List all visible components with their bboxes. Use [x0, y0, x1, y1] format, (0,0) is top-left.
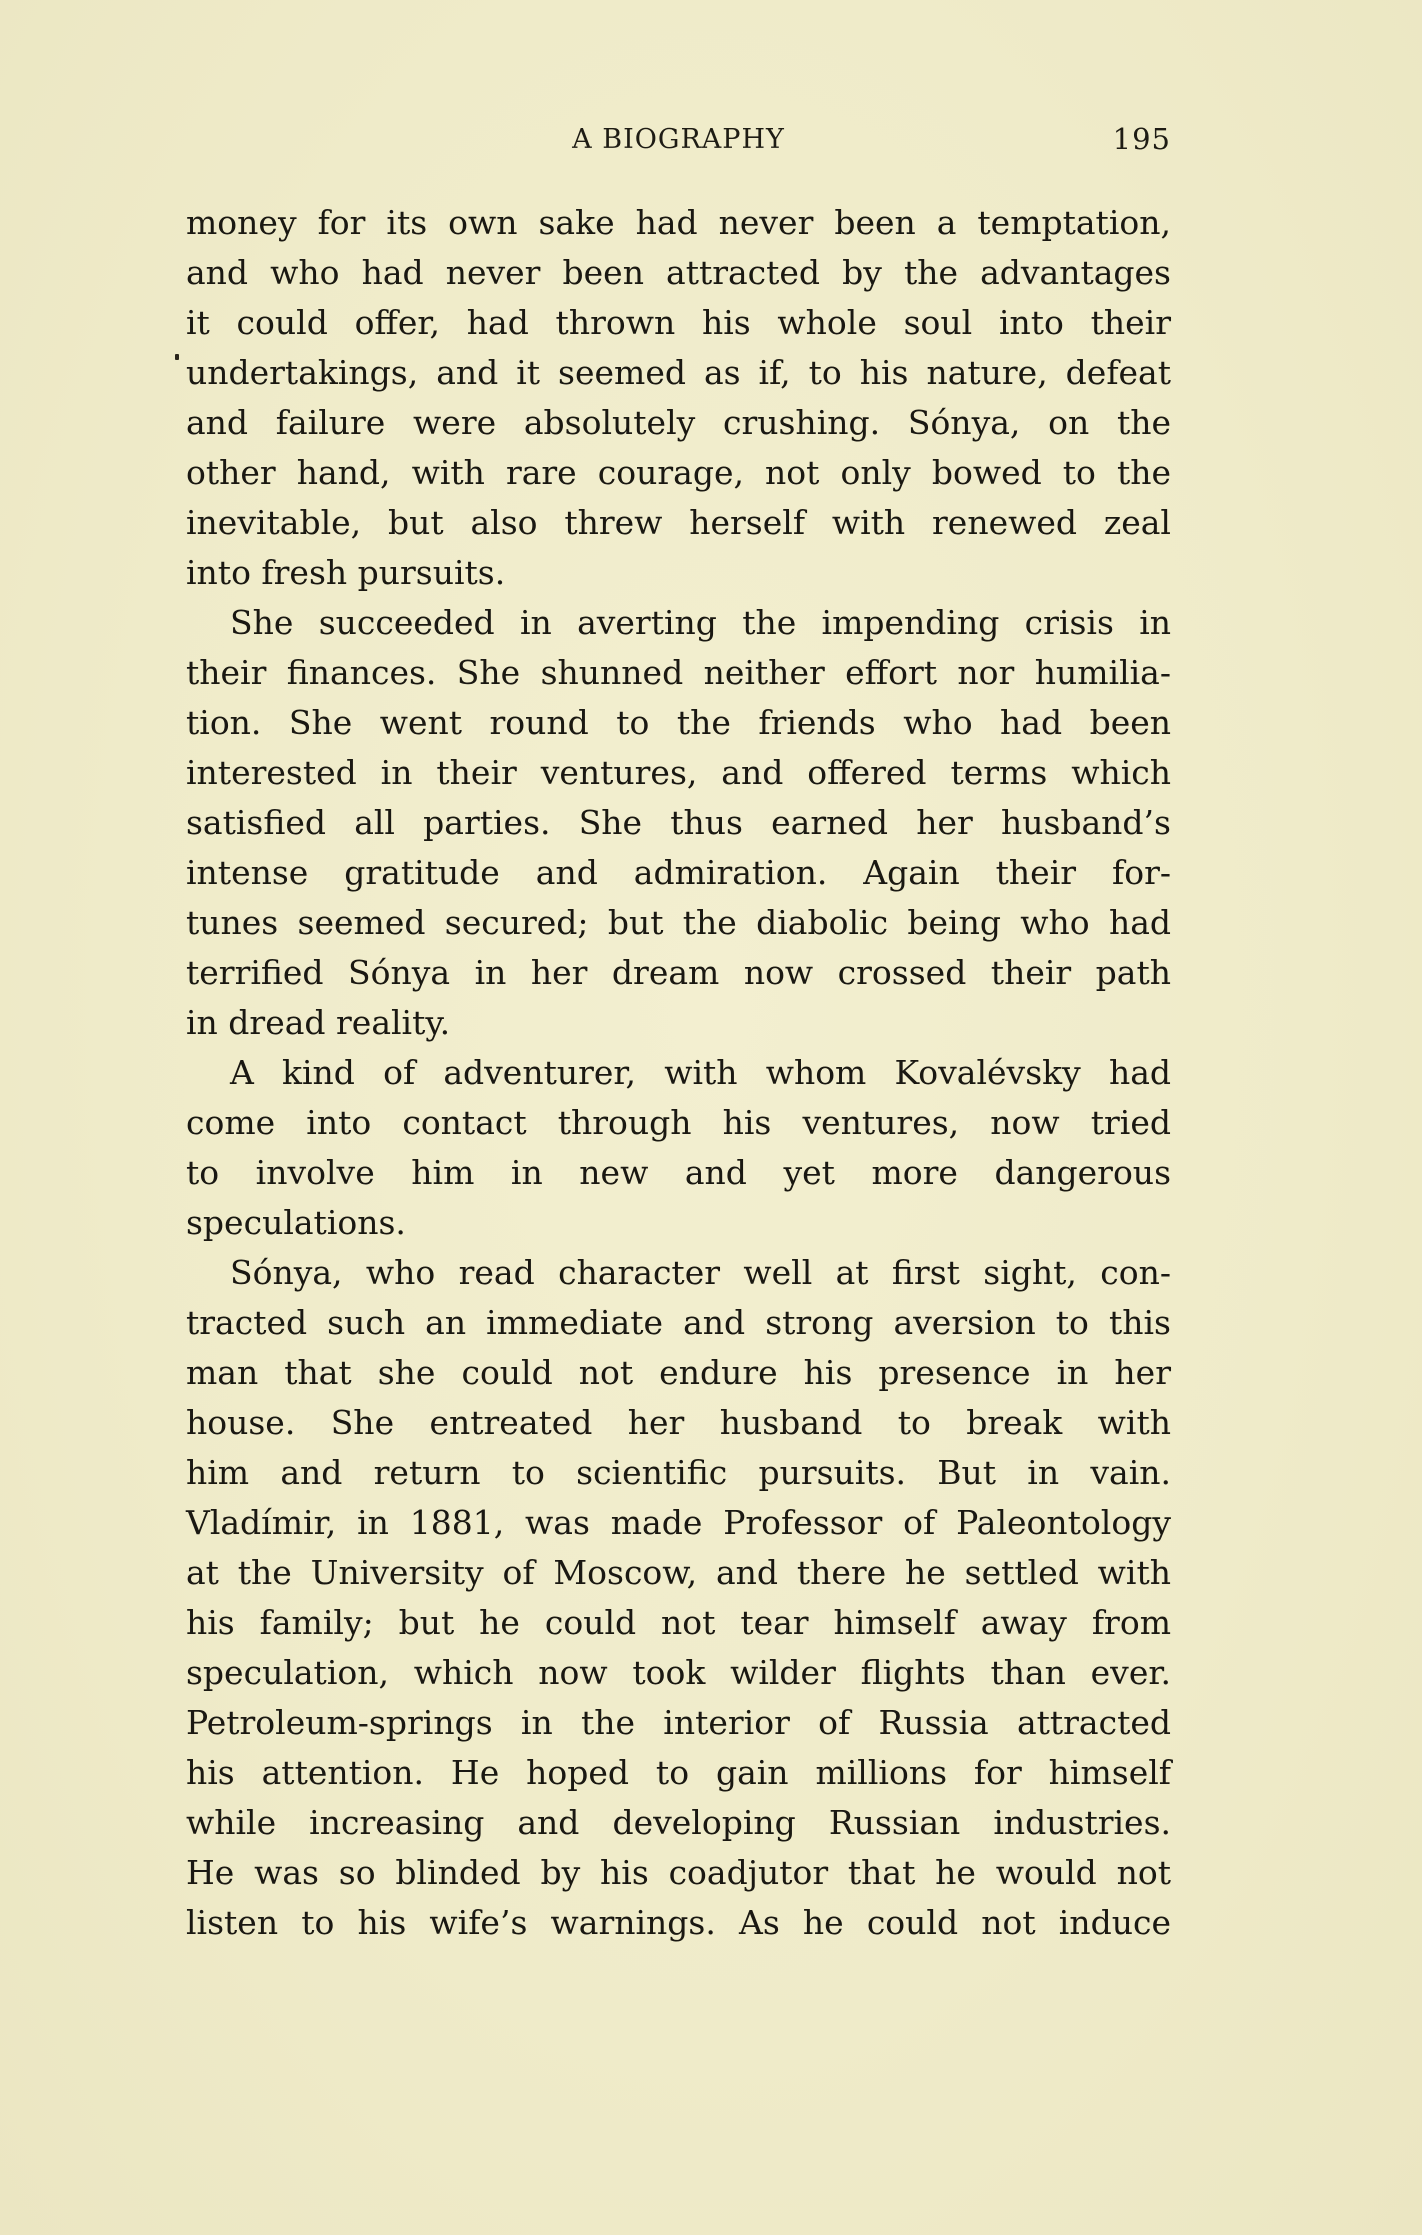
text-line: terrified Sónya in her dream now crossed their path: [186, 953, 1171, 992]
text-line: him and return to scientific pursuits. But in vain.: [186, 1453, 1171, 1492]
text-line: tion. She went round to the friends who had been: [186, 703, 1171, 742]
text-line: tracted such an immediate and strong aversion to this: [186, 1303, 1171, 1342]
text-line: money for its own sake had never been a temptation,: [186, 203, 1171, 242]
text-line: into fresh pursuits.: [186, 553, 506, 592]
text-line: inevitable, but also threw herself with renewed zeal: [186, 503, 1171, 542]
text-line: house. She entreated her husband to break with: [186, 1403, 1171, 1442]
page-number: 195: [1112, 122, 1171, 156]
text-line: satisfied all parties. She thus earned her husband’s: [186, 803, 1171, 842]
text-line: interested in their ventures, and offered terms which: [186, 753, 1171, 792]
ink-speck: [175, 354, 179, 360]
text-line: undertakings, and it seemed as if, to his nature, defeat: [186, 353, 1171, 392]
text-line: speculation, which now took wilder flights than ever.: [186, 1653, 1171, 1692]
text-line: to involve him in new and yet more dangerous: [186, 1153, 1171, 1192]
text-line: it could offer, had thrown his whole soul into their: [186, 303, 1171, 342]
text-line: intense gratitude and admiration. Again their for-: [186, 853, 1171, 892]
text-line: A kind of adventurer, with whom Kovalévsky had: [230, 1053, 1171, 1092]
text-line: and failure were absolutely crushing. Sónya, on the: [186, 403, 1171, 442]
text-line: and who had never been attracted by the advantages: [186, 253, 1171, 292]
text-line: tunes seemed secured; but the diabolic being who had: [186, 903, 1171, 942]
text-line: Sónya, who read character well at first sight, con-: [230, 1253, 1171, 1292]
text-line: his attention. He hoped to gain millions for himself: [186, 1753, 1171, 1792]
text-line: in dread reality.: [186, 1003, 451, 1042]
text-line: Vladímir, in 1881, was made Professor of Paleontology: [186, 1503, 1171, 1542]
text-line: at the University of Moscow, and there he settled with: [186, 1553, 1171, 1592]
text-line: his family; but he could not tear himself away from: [186, 1603, 1171, 1642]
text-line: man that she could not endure his presence in her: [186, 1353, 1171, 1392]
text-line: come into contact through his ventures, now tried: [186, 1103, 1171, 1142]
text-line: Petroleum-springs in the interior of Russia attracted: [186, 1703, 1171, 1742]
text-line: while increasing and developing Russian industries.: [186, 1803, 1171, 1842]
text-line: She succeeded in averting the impending crisis in: [230, 603, 1171, 642]
text-line: their finances. She shunned neither effort nor humilia-: [186, 653, 1171, 692]
text-line: listen to his wife’s warnings. As he could not induce: [186, 1903, 1171, 1942]
body-text: [186, 198, 1171, 1948]
running-head: [186, 122, 1171, 162]
text-line: He was so blinded by his coadjutor that he would not: [186, 1853, 1171, 1892]
text-line: speculations.: [186, 1203, 406, 1242]
text-line: other hand, with rare courage, not only bowed to the: [186, 453, 1171, 492]
running-head-title: A BIOGRAPHY: [572, 124, 785, 155]
